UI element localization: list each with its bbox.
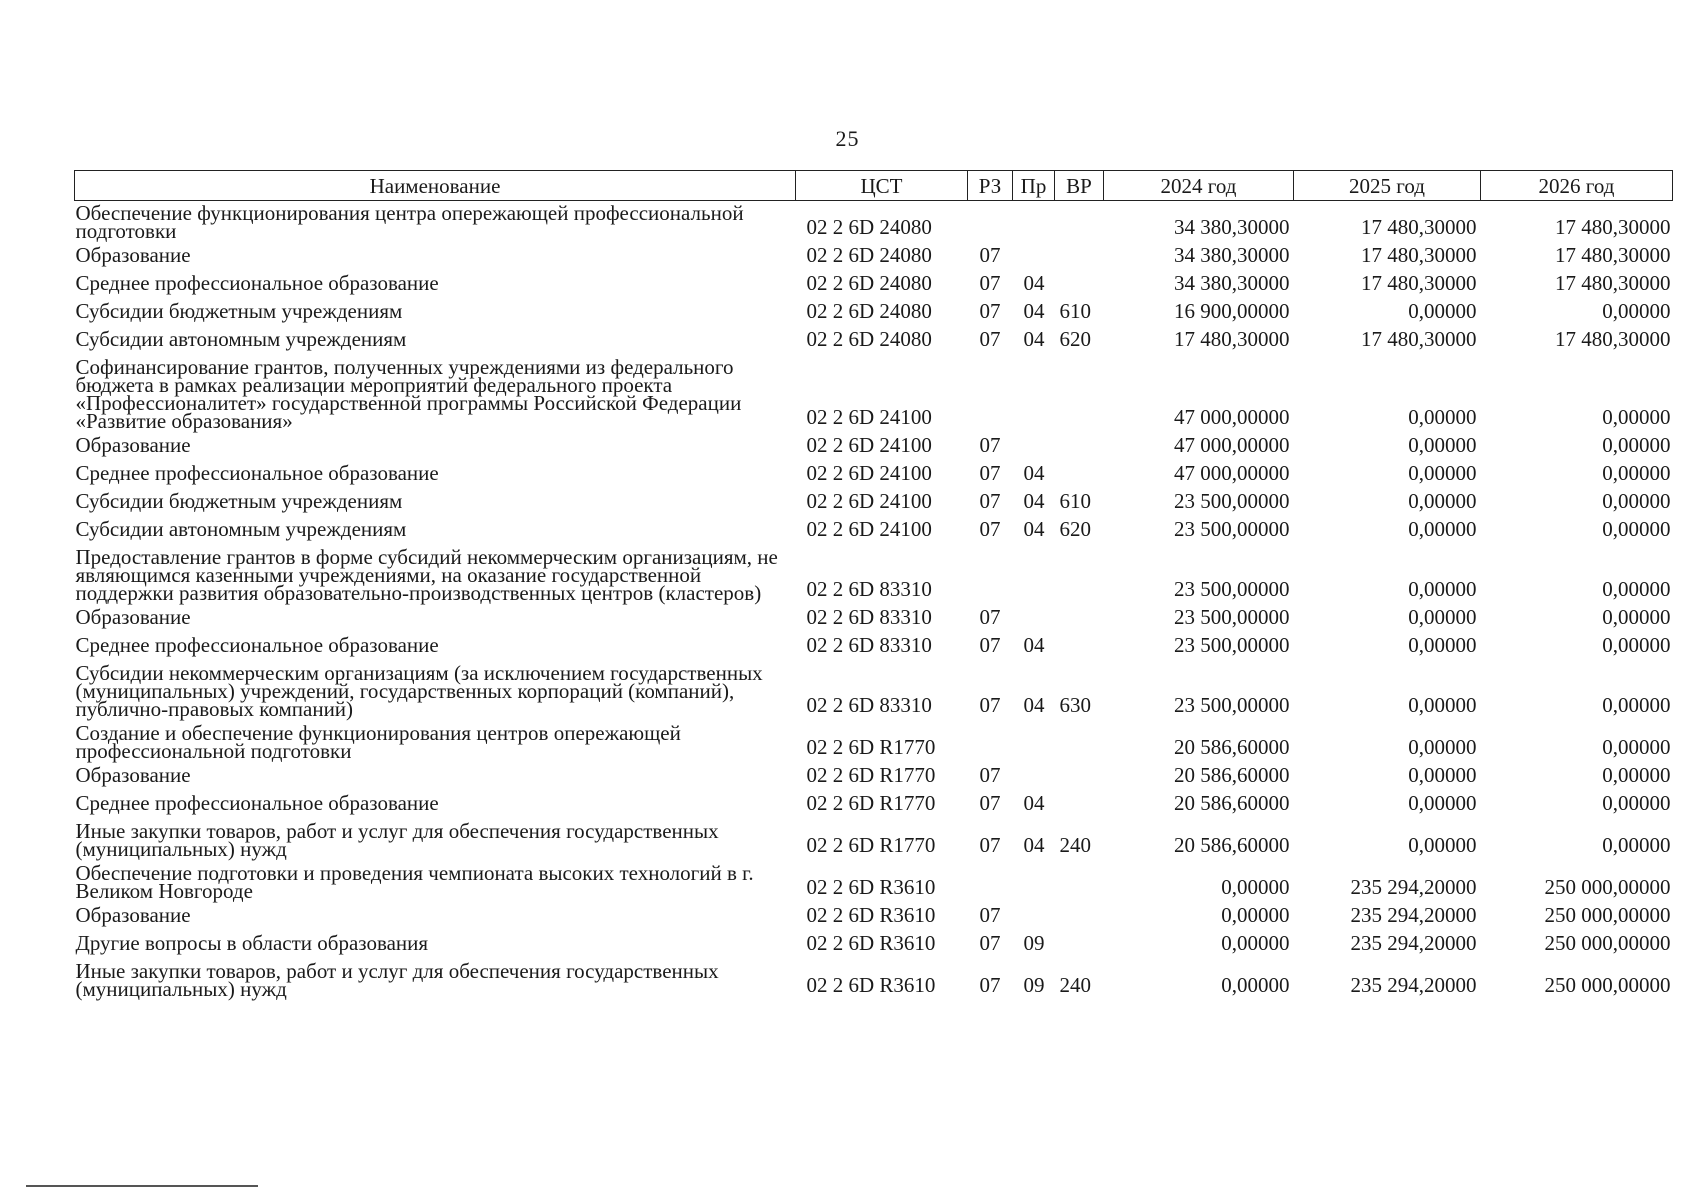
row-value-2024: 47 000,00000 <box>1174 433 1290 457</box>
row-cst: 02 2 6D 83310 <box>806 693 932 717</box>
row-value-2024: 34 380,30000 <box>1174 215 1290 239</box>
row-name: Образование <box>75 763 191 787</box>
row-cst: 02 2 6D R3610 <box>806 903 936 927</box>
row-pr: 04 <box>1023 489 1045 513</box>
row-name: Предоставление грантов в форме субсидий некоммерческим организациям, не являющимся казенными учреждениями, на оказание государственной поддержки развития образовательно-производственных центров (кластеров) <box>75 545 778 605</box>
row-pr <box>1013 763 1055 791</box>
row-vr <box>1055 791 1104 819</box>
row-name: Образование <box>75 243 191 267</box>
table-row <box>75 327 1673 355</box>
table-row <box>75 433 1673 461</box>
row-value-2025: 0,00000 <box>1408 605 1477 629</box>
row-name: Субсидии автономным учреждениям <box>75 517 407 541</box>
table-row <box>75 243 1673 271</box>
row-value-2025: 0,00000 <box>1408 791 1477 815</box>
row-value-2025: 0,00000 <box>1408 405 1477 429</box>
row-value-2026: 250 000,00000 <box>1544 875 1671 899</box>
row-value-2026: 0,00000 <box>1602 833 1671 857</box>
row-rz: 07 <box>979 791 1001 815</box>
row-value-2025: 17 480,30000 <box>1361 327 1477 351</box>
row-pr: 04 <box>1023 833 1045 857</box>
row-value-2024: 23 500,00000 <box>1174 633 1290 657</box>
row-name: Субсидии бюджетным учреждениям <box>75 299 403 323</box>
row-vr <box>1055 861 1104 903</box>
row-cst: 02 2 6D 24080 <box>806 299 932 323</box>
row-vr <box>1055 433 1104 461</box>
row-pr: 04 <box>1023 693 1045 717</box>
row-cst: 02 2 6D 24100 <box>806 517 932 541</box>
row-rz <box>968 861 1013 903</box>
row-value-2026: 0,00000 <box>1602 517 1671 541</box>
row-rz <box>968 545 1013 605</box>
row-name: Образование <box>75 433 191 457</box>
row-vr: 240 <box>1059 833 1091 857</box>
row-rz: 07 <box>979 605 1001 629</box>
row-name: Обеспечение функционирования центра опережающей профессиональной подготовки <box>75 201 744 243</box>
row-rz: 07 <box>979 973 1001 997</box>
row-value-2026: 0,00000 <box>1602 791 1671 815</box>
row-name: Иные закупки товаров, работ и услуг для обеспечения государственных (муниципальных) нужд <box>75 959 719 1001</box>
row-rz: 07 <box>979 517 1001 541</box>
header-2024: 2024 год <box>1104 171 1294 201</box>
row-value-2024: 0,00000 <box>1221 875 1290 899</box>
row-rz <box>968 201 1013 244</box>
row-pr <box>1013 243 1055 271</box>
row-pr: 04 <box>1023 517 1045 541</box>
row-value-2025: 235 294,20000 <box>1350 875 1477 899</box>
header-pr: Пр <box>1013 171 1055 201</box>
row-value-2024: 23 500,00000 <box>1174 517 1290 541</box>
header-cst: ЦСТ <box>796 171 968 201</box>
row-cst: 02 2 6D 24100 <box>806 461 932 485</box>
row-rz <box>968 721 1013 763</box>
table-row <box>75 489 1673 517</box>
header-2025: 2025 год <box>1294 171 1481 201</box>
row-value-2024: 0,00000 <box>1221 903 1290 927</box>
row-value-2026: 0,00000 <box>1602 299 1671 323</box>
table-row <box>75 201 1673 244</box>
row-value-2024: 47 000,00000 <box>1174 461 1290 485</box>
page-number: 25 <box>835 126 860 151</box>
row-vr <box>1055 633 1104 661</box>
row-value-2025: 235 294,20000 <box>1350 931 1477 955</box>
table-row <box>75 545 1673 605</box>
row-name: Субсидии бюджетным учреждениям <box>75 489 403 513</box>
table-row <box>75 819 1673 861</box>
row-cst: 02 2 6D R1770 <box>806 833 936 857</box>
row-rz: 07 <box>979 243 1001 267</box>
row-rz: 07 <box>979 327 1001 351</box>
table-row <box>75 721 1673 763</box>
row-vr <box>1055 903 1104 931</box>
row-value-2025: 17 480,30000 <box>1361 271 1477 295</box>
row-value-2026: 17 480,30000 <box>1555 271 1671 295</box>
row-cst: 02 2 6D R3610 <box>806 973 936 997</box>
row-value-2026: 0,00000 <box>1602 489 1671 513</box>
row-cst: 02 2 6D R3610 <box>806 875 936 899</box>
row-cst: 02 2 6D 83310 <box>806 605 932 629</box>
row-rz <box>968 355 1013 433</box>
row-name: Субсидии некоммерческим организациям (за исключением государственных (муниципальных) учреждений, государственных корпораций (компаний), публично-правовых компаний) <box>75 661 763 721</box>
row-vr <box>1055 721 1104 763</box>
row-value-2025: 0,00000 <box>1408 693 1477 717</box>
row-name: Субсидии автономным учреждениям <box>75 327 407 351</box>
row-pr <box>1013 201 1055 244</box>
row-vr: 630 <box>1059 693 1091 717</box>
table-row <box>75 903 1673 931</box>
header-2026: 2026 год <box>1481 171 1673 201</box>
row-vr: 610 <box>1059 299 1091 323</box>
row-cst: 02 2 6D 24100 <box>806 433 932 457</box>
row-vr: 620 <box>1059 517 1091 541</box>
row-value-2026: 250 000,00000 <box>1544 931 1671 955</box>
row-cst: 02 2 6D 24080 <box>806 327 932 351</box>
row-pr <box>1013 433 1055 461</box>
table-row <box>75 355 1673 433</box>
table-body <box>75 201 1673 1002</box>
row-rz: 07 <box>979 763 1001 787</box>
row-value-2025: 17 480,30000 <box>1361 243 1477 267</box>
row-rz: 07 <box>979 461 1001 485</box>
row-pr: 04 <box>1023 327 1045 351</box>
table-row <box>75 791 1673 819</box>
table-row <box>75 931 1673 959</box>
row-value-2025: 17 480,30000 <box>1361 215 1477 239</box>
table-row <box>75 517 1673 545</box>
row-name: Среднее профессиональное образование <box>75 271 439 295</box>
row-rz: 07 <box>979 903 1001 927</box>
row-value-2025: 0,00000 <box>1408 461 1477 485</box>
row-cst: 02 2 6D 83310 <box>806 577 932 601</box>
row-vr <box>1055 605 1104 633</box>
table-row <box>75 861 1673 903</box>
row-vr <box>1055 201 1104 244</box>
row-cst: 02 2 6D R1770 <box>806 791 936 815</box>
row-value-2025: 235 294,20000 <box>1350 903 1477 927</box>
row-name: Иные закупки товаров, работ и услуг для обеспечения государственных (муниципальных) нужд <box>75 819 719 861</box>
row-pr <box>1013 903 1055 931</box>
row-cst: 02 2 6D 83310 <box>806 633 932 657</box>
row-pr: 04 <box>1023 299 1045 323</box>
row-name: Другие вопросы в области образования <box>75 931 429 955</box>
table-row <box>75 763 1673 791</box>
row-value-2024: 20 586,60000 <box>1174 833 1290 857</box>
row-value-2026: 0,00000 <box>1602 633 1671 657</box>
row-value-2025: 235 294,20000 <box>1350 973 1477 997</box>
row-value-2024: 23 500,00000 <box>1174 693 1290 717</box>
row-value-2026: 0,00000 <box>1602 693 1671 717</box>
row-name: Обеспечение подготовки и проведения чемпионата высоких технологий в г. Великом Новгороде <box>75 861 754 903</box>
row-rz: 07 <box>979 433 1001 457</box>
row-value-2025: 0,00000 <box>1408 433 1477 457</box>
row-value-2025: 0,00000 <box>1408 299 1477 323</box>
row-rz: 07 <box>979 833 1001 857</box>
row-rz: 07 <box>979 271 1001 295</box>
row-vr <box>1055 243 1104 271</box>
row-vr <box>1055 545 1104 605</box>
row-name: Среднее профессиональное образование <box>75 633 439 657</box>
row-value-2025: 0,00000 <box>1408 763 1477 787</box>
header-row <box>75 171 1673 201</box>
row-pr: 09 <box>1023 931 1045 955</box>
table-row <box>75 461 1673 489</box>
row-rz: 07 <box>979 931 1001 955</box>
row-value-2026: 250 000,00000 <box>1544 973 1671 997</box>
row-pr: 04 <box>1023 791 1045 815</box>
table-header <box>75 171 1673 201</box>
row-name: Образование <box>75 605 191 629</box>
row-value-2024: 47 000,00000 <box>1174 405 1290 429</box>
row-value-2026: 250 000,00000 <box>1544 903 1671 927</box>
row-value-2026: 17 480,30000 <box>1555 215 1671 239</box>
table-row <box>75 605 1673 633</box>
row-cst: 02 2 6D 24100 <box>806 405 932 429</box>
row-value-2025: 0,00000 <box>1408 735 1477 759</box>
row-name: Создание и обеспечение функционирования центров опережающей профессиональной подготовки <box>75 721 681 763</box>
row-name: Софинансирование грантов, полученных учреждениями из федерального бюджета в рамках реализации мероприятий федерального проекта «Профессионалитет» государственной программы Российской Федерации «Развитие образования» <box>75 355 742 433</box>
row-value-2025: 0,00000 <box>1408 633 1477 657</box>
row-value-2025: 0,00000 <box>1408 833 1477 857</box>
row-value-2025: 0,00000 <box>1408 577 1477 601</box>
row-value-2026: 0,00000 <box>1602 735 1671 759</box>
table-row <box>75 271 1673 299</box>
row-name: Образование <box>75 903 191 927</box>
row-cst: 02 2 6D 24080 <box>806 243 932 267</box>
row-pr: 04 <box>1023 271 1045 295</box>
row-value-2024: 23 500,00000 <box>1174 577 1290 601</box>
row-value-2024: 16 900,00000 <box>1174 299 1290 323</box>
footnote-divider <box>26 1185 258 1187</box>
row-value-2024: 20 586,60000 <box>1174 763 1290 787</box>
header-vr: ВР <box>1055 171 1104 201</box>
row-pr: 09 <box>1023 973 1045 997</box>
header-name: Наименование <box>75 171 796 201</box>
row-value-2024: 23 500,00000 <box>1174 489 1290 513</box>
row-cst: 02 2 6D 24080 <box>806 271 932 295</box>
row-cst: 02 2 6D R3610 <box>806 931 936 955</box>
row-value-2024: 34 380,30000 <box>1174 271 1290 295</box>
row-value-2024: 0,00000 <box>1221 931 1290 955</box>
row-pr <box>1013 355 1055 433</box>
row-vr <box>1055 461 1104 489</box>
table-row <box>75 661 1673 721</box>
row-name: Среднее профессиональное образование <box>75 461 439 485</box>
row-vr <box>1055 355 1104 433</box>
row-pr <box>1013 861 1055 903</box>
row-value-2026: 0,00000 <box>1602 763 1671 787</box>
row-value-2025: 0,00000 <box>1408 517 1477 541</box>
row-rz: 07 <box>979 693 1001 717</box>
row-value-2024: 0,00000 <box>1221 973 1290 997</box>
row-value-2026: 0,00000 <box>1602 605 1671 629</box>
row-vr: 610 <box>1059 489 1091 513</box>
row-rz: 07 <box>979 489 1001 513</box>
row-value-2024: 34 380,30000 <box>1174 243 1290 267</box>
row-cst: 02 2 6D R1770 <box>806 735 936 759</box>
row-value-2024: 20 586,60000 <box>1174 791 1290 815</box>
row-rz: 07 <box>979 299 1001 323</box>
row-cst: 02 2 6D R1770 <box>806 763 936 787</box>
row-pr <box>1013 605 1055 633</box>
row-value-2026: 17 480,30000 <box>1555 327 1671 351</box>
row-value-2026: 0,00000 <box>1602 405 1671 429</box>
row-vr <box>1055 931 1104 959</box>
row-pr: 04 <box>1023 461 1045 485</box>
row-vr <box>1055 763 1104 791</box>
budget-table <box>74 170 1673 1001</box>
row-vr <box>1055 271 1104 299</box>
row-pr: 04 <box>1023 633 1045 657</box>
row-pr <box>1013 545 1055 605</box>
row-value-2024: 17 480,30000 <box>1174 327 1290 351</box>
table-row <box>75 299 1673 327</box>
header-rz: РЗ <box>968 171 1013 201</box>
table-row <box>75 959 1673 1001</box>
row-vr: 620 <box>1059 327 1091 351</box>
row-value-2026: 0,00000 <box>1602 433 1671 457</box>
row-value-2026: 0,00000 <box>1602 461 1671 485</box>
row-rz: 07 <box>979 633 1001 657</box>
row-value-2025: 0,00000 <box>1408 489 1477 513</box>
row-pr <box>1013 721 1055 763</box>
row-value-2024: 20 586,60000 <box>1174 735 1290 759</box>
row-cst: 02 2 6D 24080 <box>806 215 932 239</box>
row-value-2026: 17 480,30000 <box>1555 243 1671 267</box>
row-value-2024: 23 500,00000 <box>1174 605 1290 629</box>
table-row <box>75 633 1673 661</box>
row-vr: 240 <box>1059 973 1091 997</box>
row-cst: 02 2 6D 24100 <box>806 489 932 513</box>
row-value-2026: 0,00000 <box>1602 577 1671 601</box>
row-name: Среднее профессиональное образование <box>75 791 439 815</box>
